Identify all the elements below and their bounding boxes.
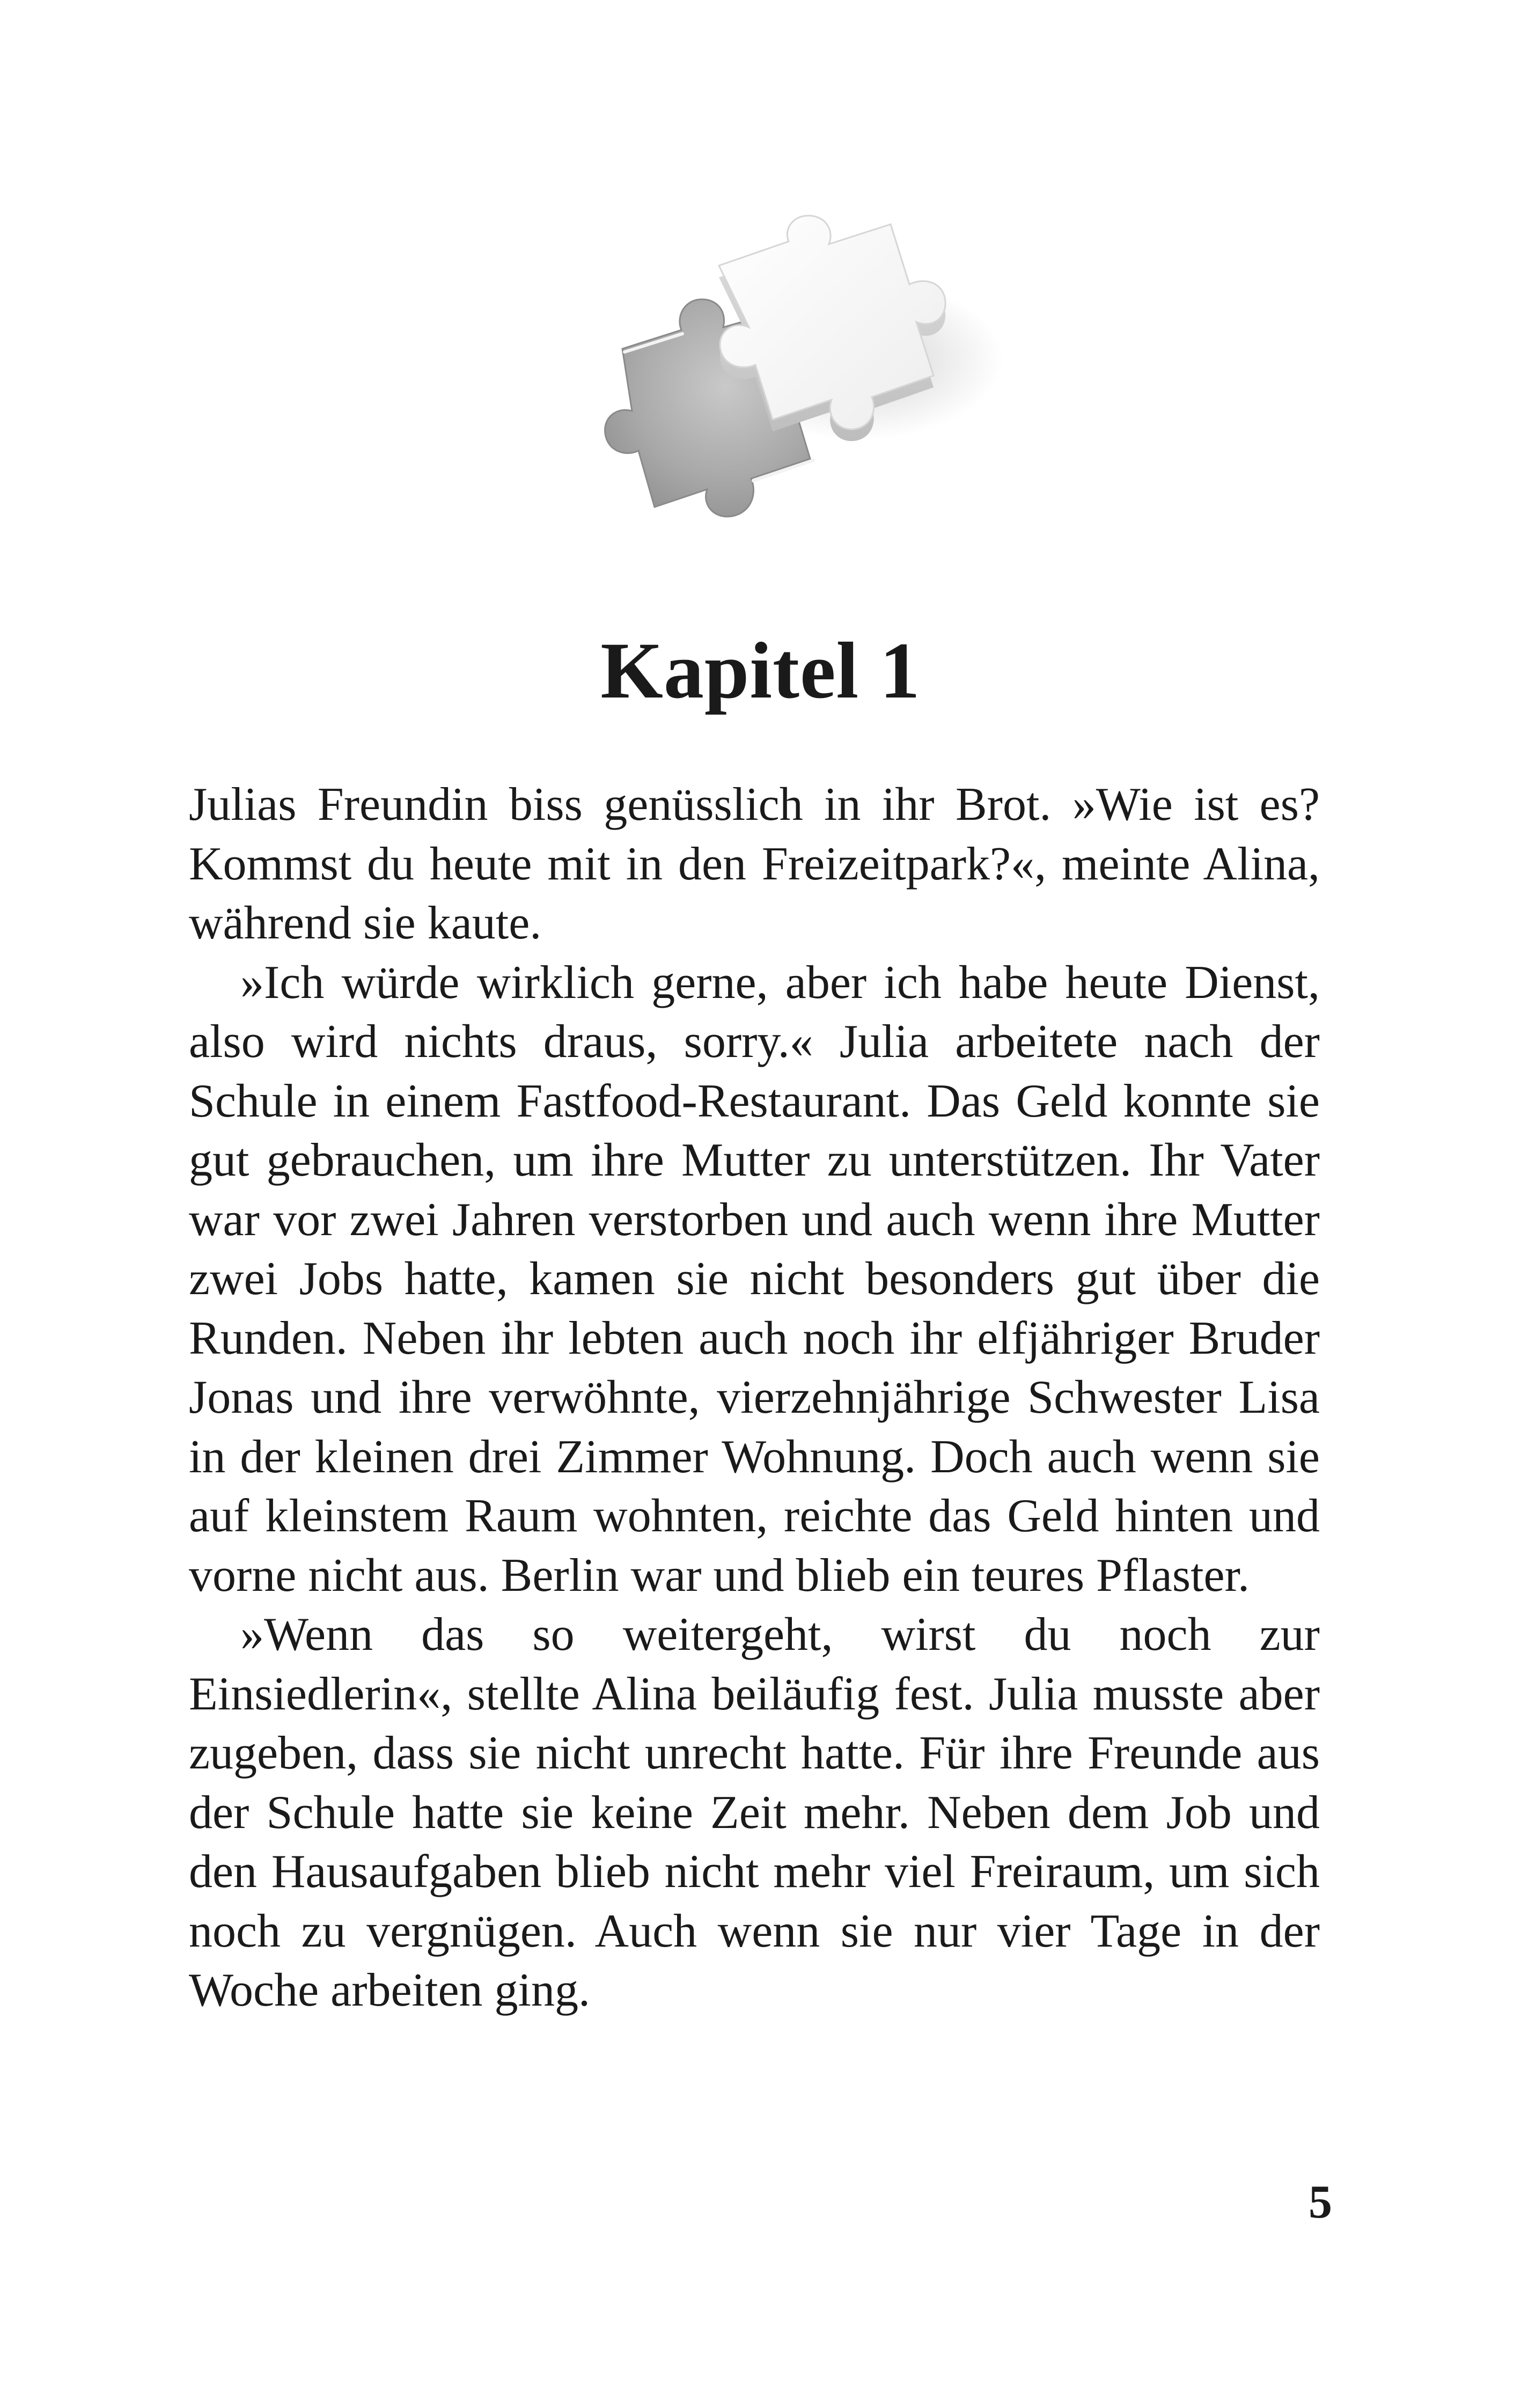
paragraph: Julias Freundin biss genüsslich in ihr Brot. »Wie ist es? Kommst du heute mit in den Freizeitpark?«, meinte Alina, während sie kaute. <box>189 779 1320 949</box>
chapter-body <box>189 775 1320 2021</box>
page-number: 5 <box>1309 2176 1332 2228</box>
paragraph: »Ich würde wirklich gerne, aber ich habe heute Dienst, also wird nichts draus, sorry.« Julia arbeitete nach der Schule in einem Fastfood-Restaurant. Das Geld konnte sie gut gebrauchen, um ihre Mutter zu unterstützen. Ihr Vater war vor zwei Jahren verstorben und auch wenn ihre Mutter zwei Jobs hatte, kamen sie nicht besonders gut über die Runden. Neben ihr lebten auch noch ihr elfjähriger Bruder Jonas und ihre verwöhnte, vierzehnjährige Schwester Lisa in der kleinen drei Zimmer Wohnung. Doch auch wenn sie auf kleinstem Raum wohnten, reichte das Geld hinten und vorne nicht aus. Berlin war und blieb ein teures Pflaster. <box>189 956 1320 1602</box>
puzzle-pieces-icon <box>558 215 1009 569</box>
paragraph: »Wenn das so weitergeht, wirst du noch zur Einsiedlerin«, stellte Alina beiläufig fest. Julia musste aber zugeben, dass sie nicht unrecht hatte. Für ihre Freunde aus der Schule hatte sie keine Zeit mehr. Neben dem Job und den Hausaufgaben blieb nicht mehr viel Freiraum, um sich noch zu vergnügen. Auch wenn sie nur vier Tage in der Woche arbeiten ging. <box>189 1609 1320 2016</box>
chapter-title: Kapitel 1 <box>600 626 921 715</box>
